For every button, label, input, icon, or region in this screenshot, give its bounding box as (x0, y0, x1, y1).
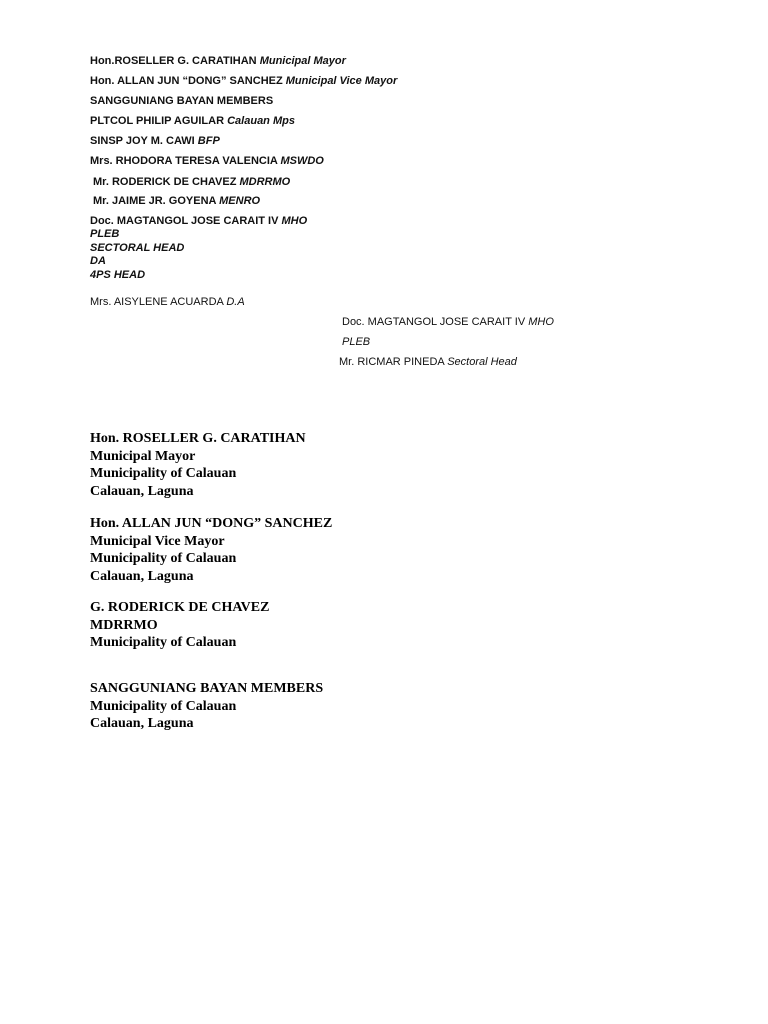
address-line: SANGGUNIANG BAYAN MEMBERS (90, 681, 324, 696)
recipient-line (90, 95, 273, 108)
address-line: Hon. ALLAN JUN “DONG” SANCHEZ (90, 516, 333, 531)
recipient-line (90, 75, 397, 88)
plain-entry (342, 316, 554, 329)
plain-entry-title: D.A (226, 296, 245, 308)
recipient-name: PLTCOL PHILIP AGUILAR (90, 115, 225, 127)
address-block (90, 599, 269, 652)
address-block (90, 430, 306, 500)
address-block (90, 515, 332, 585)
recipient-title: BFP (197, 135, 220, 147)
address-line: Municipality of Calauan (90, 551, 237, 566)
recipient-name: Doc. MAGTANGOL JOSE CARAIT IV (90, 215, 279, 227)
compact-line: DA (90, 255, 106, 267)
plain-entry (342, 336, 370, 349)
plain-entry (339, 356, 517, 369)
address-line: Municipality of Calauan (90, 698, 237, 714)
compact-line: PLEB (90, 228, 120, 240)
address-line: G. RODERICK DE CHAVEZ (90, 600, 270, 615)
address-line: MDRRMO (90, 617, 158, 633)
recipient-line (90, 215, 307, 228)
address-line: Municipality of Calauan (90, 466, 237, 481)
recipient-name: Mrs. RHODORA TERESA VALENCIA (90, 155, 278, 167)
plain-entry-title: PLEB (342, 336, 371, 348)
plain-entry-title: Sectoral Head (447, 356, 517, 368)
address-line: Hon. ROSELLER G. CARATIHAN (90, 431, 306, 446)
recipient-name: Hon.ROSELLER G. CARATIHAN (90, 55, 257, 67)
compact-line: 4PS HEAD (90, 269, 146, 281)
recipient-line (90, 115, 295, 128)
address-line: Municipal Mayor (90, 448, 196, 464)
recipient-title: MHO (281, 215, 308, 227)
recipient-name: Mr. RODERICK DE CHAVEZ (93, 176, 237, 188)
recipient-title: Municipal Vice Mayor (285, 75, 398, 87)
address-line: Calauan, Laguna (90, 483, 194, 499)
compact-line: SECTORAL HEAD (90, 242, 185, 254)
address-block (90, 680, 323, 733)
recipient-line (90, 55, 346, 68)
recipient-line (90, 155, 324, 168)
address-line: Municipal Vice Mayor (90, 533, 225, 549)
plain-entry-name: Mr. RICMAR PINEDA (339, 356, 445, 368)
recipient-line (90, 135, 220, 148)
recipient-title: Calauan Mps (227, 115, 295, 127)
address-line: Calauan, Laguna (90, 568, 194, 584)
plain-entry-name: Mrs. AISYLENE ACUARDA (90, 296, 224, 308)
address-line: Calauan, Laguna (90, 716, 194, 731)
recipient-line (93, 176, 290, 189)
recipient-name: SANGGUNIANG BAYAN MEMBERS (90, 95, 274, 107)
recipient-name: Mr. JAIME JR. GOYENA (93, 195, 217, 207)
recipient-title: MENRO (219, 195, 261, 207)
recipient-name: Hon. ALLAN JUN “DONG” SANCHEZ (90, 75, 283, 87)
address-line: Municipality of Calauan (90, 635, 237, 650)
plain-entry (90, 296, 245, 309)
plain-entry-title: MHO (528, 316, 554, 328)
recipient-title: MSWDO (280, 155, 324, 167)
plain-entry-name: Doc. MAGTANGOL JOSE CARAIT IV (342, 316, 526, 328)
recipient-line (93, 195, 260, 208)
recipient-name: SINSP JOY M. CAWI (90, 135, 195, 147)
recipient-title: Municipal Mayor (259, 55, 346, 67)
recipient-title: MDRRMO (239, 176, 291, 188)
